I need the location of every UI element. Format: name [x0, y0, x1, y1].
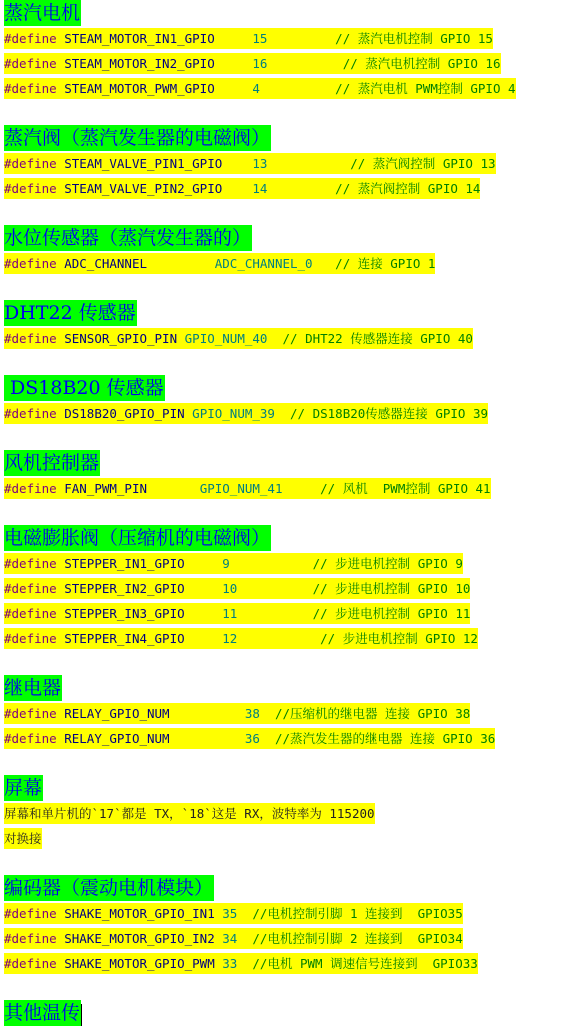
- section-heading: 水位传感器（蒸汽发生器的）: [4, 227, 252, 249]
- define-keyword: #define: [4, 956, 57, 971]
- macro-name: STEAM_MOTOR_PWM_GPIO: [64, 81, 215, 96]
- macro-name: RELAY_GPIO_NUM: [64, 731, 170, 746]
- code-highlight: [4, 403, 488, 424]
- code-highlight: [4, 328, 473, 349]
- define-keyword: #define: [4, 931, 57, 946]
- code-line: [4, 26, 574, 51]
- code-line: [4, 901, 574, 926]
- macro-name: SENSOR_GPIO_PIN: [64, 331, 178, 346]
- define-keyword: #define: [4, 56, 57, 71]
- code-comment: // 蒸汽电机控制 GPIO 16: [342, 56, 501, 71]
- section-gap: [4, 851, 574, 875]
- code-highlight: [4, 603, 470, 624]
- macro-value: GPIO_NUM_41: [199, 481, 283, 496]
- macro-value: GPIO_NUM_39: [192, 406, 275, 421]
- macro-value: 33: [222, 956, 238, 971]
- define-keyword: #define: [4, 906, 57, 921]
- macro-value: 10: [222, 581, 238, 596]
- macro-value: 36: [244, 731, 260, 746]
- define-keyword: #define: [4, 606, 57, 621]
- macro-name: STEPPER_IN2_GPIO: [64, 581, 185, 596]
- section-gap: [4, 651, 574, 675]
- code-comment: // 连接 GPIO 1: [335, 256, 436, 271]
- define-keyword: #define: [4, 406, 57, 421]
- macro-name: STEAM_VALVE_PIN1_GPIO: [64, 156, 223, 171]
- code-comment: // 步进电机控制 GPIO 9: [312, 556, 463, 571]
- macro-name: FAN_PWM_PIN: [64, 481, 148, 496]
- macro-value: 16: [252, 56, 268, 71]
- code-comment: //电机控制引脚 1 连接到 GPIO35: [252, 906, 463, 921]
- section-heading-row: [4, 1000, 574, 1026]
- section-heading: 风机控制器: [4, 452, 100, 474]
- code-line: [4, 701, 574, 726]
- macro-name: STEPPER_IN1_GPIO: [64, 556, 185, 571]
- define-keyword: #define: [4, 581, 57, 596]
- section-gap: [4, 351, 574, 375]
- macro-value: 12: [222, 631, 238, 646]
- section-gap: [4, 501, 574, 525]
- text-line: [4, 801, 574, 826]
- code-highlight: [4, 578, 470, 599]
- code-comment: // 蒸汽阀控制 GPIO 13: [350, 156, 496, 171]
- code-comment: //电机控制引脚 2 连接到 GPIO34: [252, 931, 463, 946]
- text-line: [4, 826, 574, 851]
- define-keyword: #define: [4, 556, 57, 571]
- section-heading: 其他温传: [4, 1002, 81, 1024]
- code-highlight: [4, 178, 480, 199]
- code-line: [4, 726, 574, 751]
- section-gap: [4, 201, 574, 225]
- code-comment: // 蒸汽阀控制 GPIO 14: [335, 181, 481, 196]
- code-line: [4, 176, 574, 201]
- section-heading-row: [4, 450, 574, 476]
- macro-value: 9: [222, 556, 230, 571]
- code-highlight: [4, 253, 435, 274]
- code-highlight: [4, 553, 463, 574]
- macro-name: STEAM_MOTOR_IN1_GPIO: [64, 31, 215, 46]
- macro-name: STEAM_MOTOR_IN2_GPIO: [64, 56, 215, 71]
- macro-value: ADC_CHANNEL_0: [214, 256, 313, 271]
- text-highlight: 屏幕和单片机的`17`都是 TX，`18`这是 RX，波特率为 115200: [4, 803, 375, 824]
- section-heading: DS18B20 传感器: [4, 377, 164, 399]
- code-line: [4, 401, 574, 426]
- section-heading-row: [4, 675, 574, 701]
- macro-name: SHAKE_MOTOR_GPIO_IN2: [64, 931, 215, 946]
- define-keyword: #define: [4, 181, 57, 196]
- code-line: [4, 576, 574, 601]
- code-line: [4, 151, 574, 176]
- section-gap: [4, 976, 574, 1000]
- code-comment: // DS18B20传感器连接 GPIO 39: [290, 406, 488, 421]
- section-heading-row: [4, 125, 574, 151]
- section-heading-row: [4, 300, 574, 326]
- macro-value: 34: [222, 931, 238, 946]
- define-keyword: #define: [4, 706, 57, 721]
- section-heading-row: [4, 875, 574, 901]
- section-gap: [4, 426, 574, 450]
- code-comment: // 蒸汽电机 PWM控制 GPIO 4: [335, 81, 516, 96]
- code-comment: // 风机 PWM控制 GPIO 41: [320, 481, 491, 496]
- define-keyword: #define: [4, 81, 57, 96]
- section-heading: 电磁膨胀阀（压缩机的电磁阀）: [4, 527, 271, 549]
- define-keyword: #define: [4, 31, 57, 46]
- code-comment: // 步进电机控制 GPIO 11: [312, 606, 471, 621]
- macro-value: 13: [252, 156, 268, 171]
- code-comment: //蒸汽发生器的继电器 连接 GPIO 36: [274, 731, 496, 746]
- code-comment: // 步进电机控制 GPIO 10: [312, 581, 471, 596]
- code-highlight: [4, 478, 491, 499]
- macro-name: STEAM_VALVE_PIN2_GPIO: [64, 181, 223, 196]
- section-heading-row: [4, 525, 574, 551]
- section-heading: DHT22 传感器: [4, 302, 136, 324]
- macro-name: SHAKE_MOTOR_GPIO_IN1: [64, 906, 215, 921]
- document-body: [4, 0, 574, 1026]
- section-heading: 屏幕: [4, 777, 43, 799]
- section-gap: [4, 276, 574, 300]
- section-heading: 蒸汽阀（蒸汽发生器的电磁阀）: [4, 127, 271, 149]
- code-comment: //压缩机的继电器 连接 GPIO 38: [274, 706, 471, 721]
- text-highlight: 对换接: [4, 828, 42, 849]
- code-highlight: [4, 703, 470, 724]
- macro-name: SHAKE_MOTOR_GPIO_PWM: [64, 956, 215, 971]
- macro-value: GPIO_NUM_40: [184, 331, 268, 346]
- code-line: [4, 926, 574, 951]
- code-highlight: [4, 28, 493, 49]
- define-keyword: #define: [4, 631, 57, 646]
- code-highlight: [4, 78, 516, 99]
- define-keyword: #define: [4, 731, 57, 746]
- code-line: [4, 551, 574, 576]
- macro-name: RELAY_GPIO_NUM: [64, 706, 170, 721]
- code-highlight: [4, 953, 478, 974]
- section-heading-row: [4, 375, 574, 401]
- macro-name: DS18B20_GPIO_PIN: [64, 406, 185, 421]
- section-heading: 蒸汽电机: [4, 2, 81, 24]
- section-heading-row: [4, 225, 574, 251]
- code-comment: //电机 PWM 调速信号连接到 GPIO33: [252, 956, 478, 971]
- define-keyword: #define: [4, 156, 57, 171]
- code-highlight: [4, 628, 478, 649]
- macro-name: STEPPER_IN4_GPIO: [64, 631, 185, 646]
- section-heading-row: [4, 0, 574, 26]
- section-heading: 编码器（震动电机模块）: [4, 877, 214, 899]
- code-highlight: [4, 153, 496, 174]
- section-gap: [4, 751, 574, 775]
- section-heading-row: [4, 775, 574, 801]
- macro-name: ADC_CHANNEL: [64, 256, 148, 271]
- code-highlight: [4, 53, 501, 74]
- macro-value: 14: [252, 181, 268, 196]
- code-line: [4, 626, 574, 651]
- code-comment: // 步进电机控制 GPIO 12: [320, 631, 478, 646]
- code-highlight: [4, 728, 495, 749]
- macro-value: 4: [252, 81, 260, 96]
- code-line: [4, 76, 574, 101]
- code-line: [4, 326, 574, 351]
- section-gap: [4, 101, 574, 125]
- code-comment: // DHT22 传感器连接 GPIO 40: [282, 331, 473, 346]
- code-line: [4, 251, 574, 276]
- code-highlight: [4, 903, 463, 924]
- define-keyword: #define: [4, 256, 57, 271]
- macro-value: 35: [222, 906, 238, 921]
- code-comment: // 蒸汽电机控制 GPIO 15: [335, 31, 493, 46]
- section-heading: 继电器: [4, 677, 62, 699]
- code-line: [4, 51, 574, 76]
- text-cursor: [81, 1004, 82, 1026]
- macro-value: 15: [252, 31, 268, 46]
- macro-value: 38: [244, 706, 260, 721]
- code-line: [4, 601, 574, 626]
- code-line: [4, 951, 574, 976]
- macro-name: STEPPER_IN3_GPIO: [64, 606, 185, 621]
- code-line: [4, 476, 574, 501]
- define-keyword: #define: [4, 481, 57, 496]
- define-keyword: #define: [4, 331, 57, 346]
- macro-value: 11: [222, 606, 238, 621]
- code-highlight: [4, 928, 463, 949]
